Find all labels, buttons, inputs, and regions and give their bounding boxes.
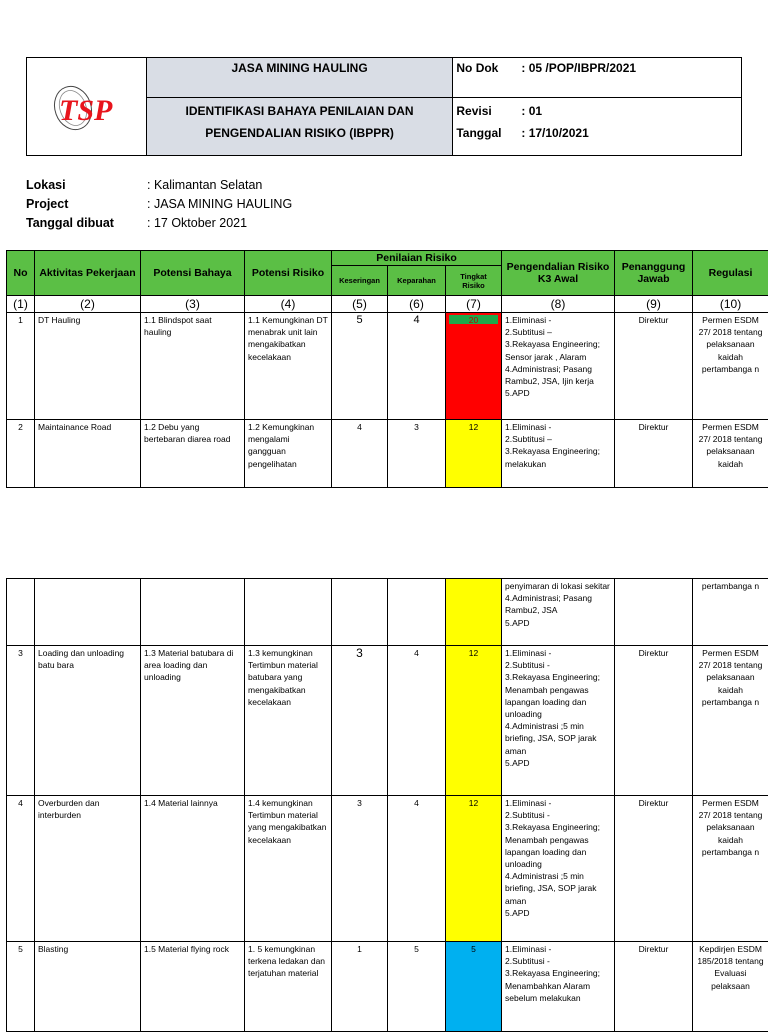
row-keparahan: 4 [388, 796, 446, 942]
row-keparahan: 4 [388, 646, 446, 796]
project-value: : JASA MINING HAULING [147, 195, 292, 214]
lokasi-label: Lokasi [26, 176, 147, 195]
col-number: (5) [332, 296, 388, 313]
col-number: (9) [615, 296, 693, 313]
risk-level-medium [446, 579, 502, 646]
logo-cell [27, 58, 147, 156]
col-header-potensi-bahaya: Potensi Bahaya [141, 251, 245, 296]
title-line-1: IDENTIFIKASI BAHAYA PENILAIAN DAN [147, 100, 453, 122]
tanggal-dibuat-value: : 17 Oktober 2021 [147, 214, 247, 233]
info-block [26, 176, 292, 233]
row-aktivitas: Overburden dan interburden [35, 796, 141, 942]
risk-score: 20 [469, 315, 478, 325]
doc-number-cell [453, 58, 742, 98]
row-keseringan: 4 [332, 420, 388, 488]
company-name: JASA MINING HAULING [146, 58, 453, 98]
title-line-2: PENGENDALIAN RISIKO (IBPPR) [147, 122, 453, 144]
col-header-aktivitas: Aktivitas Pekerjaan [35, 251, 141, 296]
col-number: (1) [7, 296, 35, 313]
row-regulasi: Permen ESDM 27/ 2018 tentang pelaksanaan kaidah pertambanga n [693, 313, 768, 420]
col-header-no: No [7, 251, 35, 296]
risk-level-low: 5 [446, 942, 502, 1032]
col-header-keparahan: Keparahan [388, 266, 446, 296]
row-pj: Direktur [615, 796, 693, 942]
row-risiko: 1.2 Kemungkinan mengalami gangguan pengelihatan [245, 420, 332, 488]
risk-level-medium: 12 [446, 796, 502, 942]
row-pengendalian: 1.Eliminasi - 2.Subtitusi - 3.Rekayasa Engineering; Menambah pengawas lapangan loading dan unloading 4.Administrasi ;5 min briefing, JSA, SOP jarak aman 5.APD [502, 646, 615, 796]
row-keparahan: 3 [388, 420, 446, 488]
document-header [26, 57, 742, 156]
risk-level-high [446, 313, 502, 420]
row-pj: Direktur [615, 313, 693, 420]
row-pj: Direktur [615, 646, 693, 796]
row-risiko: 1.1 Kemungkinan DT menabrak unit lain mengakibatkan kecelakaan [245, 313, 332, 420]
tanggal-label: Tanggal [456, 122, 521, 144]
row-pengendalian: penyimaran di lokasi sekitar 4.Administrasi; Pasang Rambu2, JSA 5.APD [502, 579, 615, 646]
table-row [7, 796, 768, 942]
row-bahaya: 1.4 Material lainnya [141, 796, 245, 942]
document-title [146, 98, 453, 156]
row-no: 5 [7, 942, 35, 1032]
col-header-penilaian: Penilaian Risiko [332, 251, 502, 266]
row-pengendalian: 1.Eliminasi - 2.Subtitusi - 3.Rekayasa Engineering; Menambah pengawas lapangan loading dan unloading 4.Administrasi ;5 min briefing, JSA, SOP jarak aman 5.APD [502, 796, 615, 942]
col-number: (10) [693, 296, 768, 313]
row-risiko: 1.3 kemungkinan Tertimbun material batubara yang mengakibatkan kecelakaan [245, 646, 332, 796]
col-number: (8) [502, 296, 615, 313]
project-label: Project [26, 195, 147, 214]
row-bahaya: 1.5 Material flying rock [141, 942, 245, 1032]
row-pengendalian: 1.Eliminasi - 2.Subtitusi – 3.Rekayasa Engineering; Sensor jarak , Alaram 4.Administrasi; Pasang Rambu2, JSA, Ijin kerja 5.APD [502, 313, 615, 420]
lokasi-value: : Kalimantan Selatan [147, 176, 262, 195]
table-row [7, 313, 768, 420]
risk-level-medium: 12 [446, 420, 502, 488]
revisi-label: Revisi [456, 100, 521, 122]
risk-table-page-2 [6, 578, 768, 1032]
col-header-tingkat: Tingkat Risiko [446, 266, 502, 296]
row-keseringan: 3 [332, 796, 388, 942]
row-pengendalian: 1.Eliminasi - 2.Subtitusi – 3.Rekayasa Engineering; melakukan [502, 420, 615, 488]
col-header-keseringan: Keseringan [332, 266, 388, 296]
row-no: 2 [7, 420, 35, 488]
row-bahaya: 1.2 Debu yang bertebaran diarea road [141, 420, 245, 488]
col-number: (3) [141, 296, 245, 313]
revision-cell [453, 98, 742, 156]
table-row [7, 420, 768, 488]
row-keparahan: 5 [388, 942, 446, 1032]
table-row [7, 646, 768, 796]
row-risiko: 1.4 kemungkinan Tertimbun material yang mengakibatkan kecelakaan [245, 796, 332, 942]
row-aktivitas: DT Hauling [35, 313, 141, 420]
tanggal-dibuat-label: Tanggal dibuat [26, 214, 147, 233]
tanggal-value: : 17/10/2021 [521, 126, 588, 140]
row-bahaya: 1.3 Material batubara di area loading dan unloading [141, 646, 245, 796]
row-aktivitas: Maintainance Road [35, 420, 141, 488]
row-keparahan: 4 [388, 313, 446, 420]
col-number: (4) [245, 296, 332, 313]
risk-table-page-1 [6, 250, 768, 488]
no-dok-label: No Dok [456, 61, 521, 75]
col-header-pengendalian: Pengendalian Risiko K3 Awal [502, 251, 615, 296]
row-regulasi: Permen ESDM 27/ 2018 tentang pelaksanaan kaidah pertambanga n [693, 646, 768, 796]
row-keseringan: 1 [332, 942, 388, 1032]
col-number: (2) [35, 296, 141, 313]
row-no: 3 [7, 646, 35, 796]
col-number: (6) [388, 296, 446, 313]
row-aktivitas: Loading dan unloading batu bara [35, 646, 141, 796]
row-no: 1 [7, 313, 35, 420]
no-dok-value: : 05 /POP/IBPR/2021 [521, 61, 636, 75]
row-bahaya: 1.1 Blindspot saat hauling [141, 313, 245, 420]
row-aktivitas: Blasting [35, 942, 141, 1032]
row-regulasi: Permen ESDM 27/ 2018 tentang pelaksanaan kaidah [693, 420, 768, 488]
row-regulasi: pertambanga n [693, 579, 768, 646]
row-regulasi: Permen ESDM 27/ 2018 tentang pelaksanaan kaidah pertambanga n [693, 796, 768, 942]
risk-level-medium: 12 [446, 646, 502, 796]
row-pj: Direktur [615, 420, 693, 488]
col-header-regulasi: Regulasi [693, 251, 768, 296]
row-pengendalian: 1.Eliminasi - 2.Subtitusi - 3.Rekayasa Engineering; Menambahkan Alaram sebelum melakukan [502, 942, 615, 1032]
revisi-value: : 01 [521, 104, 542, 118]
svg-text:TSP: TSP [59, 94, 113, 127]
row-keseringan: 5 [332, 313, 388, 420]
table-row [7, 942, 768, 1032]
col-number: (7) [446, 296, 502, 313]
column-number-row [7, 296, 768, 313]
table-row-continuation [7, 579, 768, 646]
row-regulasi: Kepdirjen ESDM 185/2018 tentang Evaluasi pelaksaan [693, 942, 768, 1032]
col-header-potensi-risiko: Potensi Risiko [245, 251, 332, 296]
row-risiko: 1. 5 kemungkinan terkena ledakan dan terjatuhan material [245, 942, 332, 1032]
col-header-penanggung: Penanggung Jawab [615, 251, 693, 296]
tsp-logo-icon [43, 80, 135, 136]
row-pj: Direktur [615, 942, 693, 1032]
row-no: 4 [7, 796, 35, 942]
row-keseringan: 3 [332, 646, 388, 796]
